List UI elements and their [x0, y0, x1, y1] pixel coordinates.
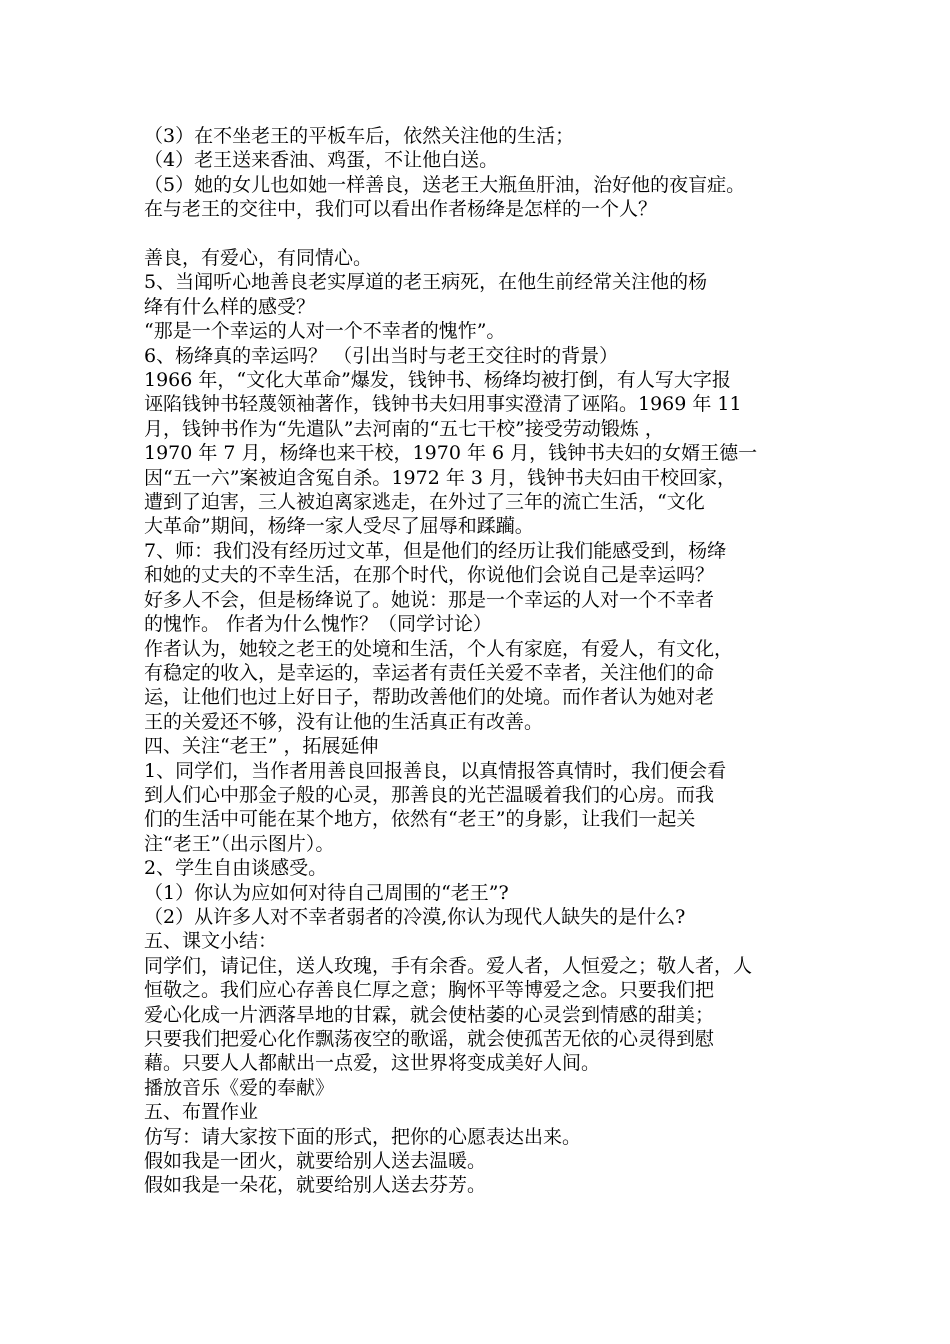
- text-line: 善良，有爱心，有同情心。: [144, 247, 373, 270]
- text-line: 好多人不会，但是杨绛说了。她说：那是一个幸运的人对一个不幸者: [144, 588, 715, 611]
- text-line: 6、杨绛真的幸运吗？ （引出当时与老王交往时的背景）: [144, 344, 619, 367]
- text-line: 五、布置作业: [144, 1101, 259, 1124]
- blank-line: [144, 222, 819, 246]
- text-line: 的愧怍。 作者为什么愧怍？（同学讨论）: [144, 613, 493, 636]
- text-line: 假如我是一团火，就要给别人送去温暖。: [144, 1150, 487, 1173]
- text-line: 播放音乐《爱的奉献》: [144, 1076, 335, 1099]
- text-line: 7、师：我们没有经历过文革，但是他们的经历让我们能感受到，杨绛: [144, 539, 727, 562]
- text-line: 四、关注“老王” ，拓展延伸: [144, 735, 379, 758]
- text-line: （3）在不坐老王的平板车后，依然关注他的生活；: [144, 125, 575, 147]
- text-line: 遭到了迫害，三人被迫离家逃走，在外过了三年的流亡生活，“文化: [144, 491, 705, 514]
- text-line: 们的生活中可能在某个地方，依然有“老王”的身影，让我们一起关: [144, 808, 696, 831]
- text-line: 到人们心中那金子般的心灵，那善良的光芒温暖着我们的心房。而我: [144, 783, 715, 806]
- text-line: 在与老王的交往中，我们可以看出作者杨绛是怎样的一个人？: [144, 198, 658, 221]
- text-line: 五、课文小结：: [144, 930, 278, 953]
- text-line: “那是一个幸运的人对一个不幸者的愧怍”。: [144, 320, 506, 343]
- text-line: 藉。只要人人都献出一点爱，这世界将变成美好人间。: [144, 1052, 601, 1075]
- text-line: 和她的丈夫的不幸生活，在那个时代，你说他们会说自己是幸运吗？: [144, 564, 715, 587]
- text-line: 月，钱钟书作为“先遣队”去河南的“五七干校”接受劳动锻炼 ，: [144, 417, 664, 440]
- text-line: （4）老王送来香油、鸡蛋，不让他白送。: [144, 149, 499, 172]
- document-body: [144, 124, 819, 1198]
- text-line: 诬陷钱钟书轻蔑领袖著作，钱钟书夫妇用事实澄清了诬陷。1969 年 11: [144, 393, 742, 416]
- text-line: 只要我们把爱心化作飘荡夜空的歌谣，就会使孤苦无依的心灵得到慰: [144, 1028, 715, 1051]
- text-line: 爱心化成一片洒落旱地的甘霖，就会使枯萎的心灵尝到情感的甜美；: [144, 1003, 715, 1026]
- text-line: 王的关爱还不够，没有让他的生活真正有改善。: [144, 710, 544, 733]
- text-line: （5）她的女儿也如她一样善良，送老王大瓶鱼肝油，治好他的夜盲症。: [144, 173, 746, 196]
- text-line: 因“五一六”案被迫含冤自杀。1972 年 3 月，钱钟书夫妇由干校回家，: [144, 466, 736, 489]
- text-line: （2）从许多人对不幸者弱者的冷漠,你认为现代人缺失的是什么?: [144, 905, 686, 928]
- text-line: 运，让他们也过上好日子，帮助改善他们的处境。而作者认为她对老: [144, 686, 715, 709]
- text-line: 2、学生自由谈感受。: [144, 857, 328, 880]
- text-line: 1、同学们，当作者用善良回报善良，以真情报答真情时，我们便会看: [144, 759, 727, 782]
- text-line: 绛有什么样的感受？: [144, 295, 316, 318]
- text-line: 注“老王”（出示图片）。: [144, 832, 335, 855]
- text-line: 1966 年，“文化大革命”爆发，钱钟书、杨绛均被打倒，有人写大字报: [144, 369, 731, 392]
- text-line: 假如我是一朵花，就要给别人送去芬芳。: [144, 1174, 487, 1197]
- text-line: 有稳定的收入，是幸运的，幸运者有责任关爱不幸者，关注他们的命: [144, 661, 715, 684]
- text-line: 大革命”期间，杨绛一家人受尽了屈辱和蹂躏。: [144, 515, 534, 538]
- text-line: 1970 年 7 月，杨绛也来干校，1970 年 6 月，钱钟书夫妇的女婿王德一: [144, 442, 758, 465]
- text-line: 5、当闻听心地善良老实厚道的老王病死，在他生前经常关注他的杨: [144, 271, 708, 294]
- text-line: 仿写：请大家按下面的形式，把你的心愿表达出来。: [144, 1125, 582, 1148]
- text-line: 恒敬之。我们应心存善良仁厚之意；胸怀平等博爱之念。只要我们把: [144, 979, 715, 1002]
- text-line: 作者认为，她较之老王的处境和生活，个人有家庭，有爱人，有文化，: [144, 637, 734, 660]
- text-line: （1）你认为应如何对待自己周围的“老王”?: [144, 881, 509, 904]
- text-line: 同学们，请记住，送人玫瑰，手有余香。爱人者，人恒爱之；敬人者，人: [144, 954, 753, 977]
